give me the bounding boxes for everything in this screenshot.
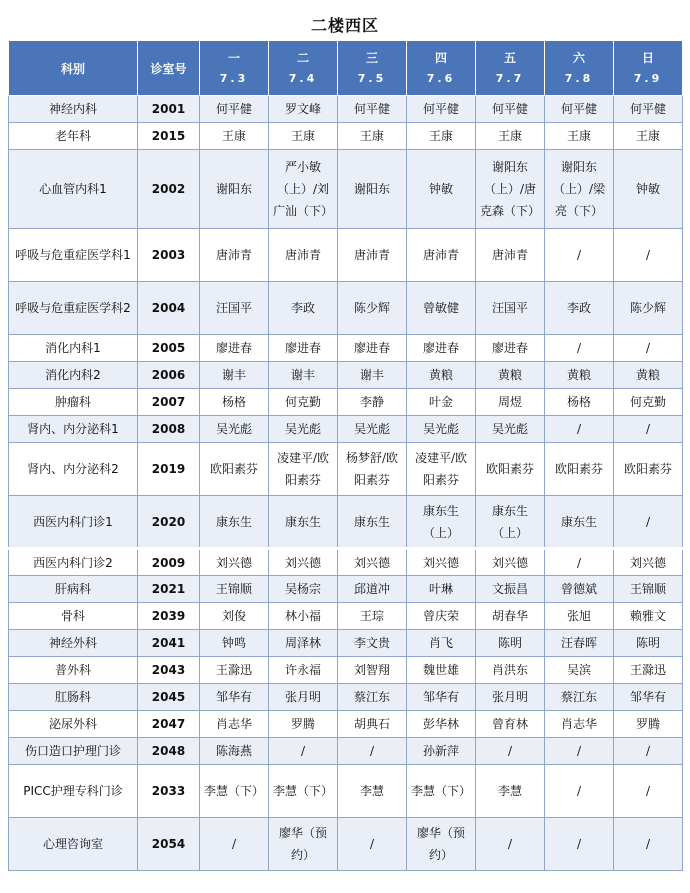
doctor-cell: 周煜 xyxy=(476,389,545,416)
doctor-cell: / xyxy=(614,416,683,443)
day-label: 二 xyxy=(296,51,309,65)
doctor-cell: 张旭 xyxy=(545,603,614,630)
dept-cell: 普外科 xyxy=(9,657,138,684)
doctor-cell: 王锦顺 xyxy=(614,576,683,603)
doctor-cell: 魏世雄 xyxy=(407,657,476,684)
day-label: 六 xyxy=(572,51,585,65)
dept-cell: 肛肠科 xyxy=(9,684,138,711)
table-row xyxy=(9,96,683,123)
header-day xyxy=(338,41,407,96)
doctor-cell: 曾敏健 xyxy=(407,282,476,335)
doctor-cell: 廖进春 xyxy=(200,335,269,362)
doctor-cell: 杨格 xyxy=(200,389,269,416)
doctor-cell: 黄粮 xyxy=(476,362,545,389)
doctor-cell: 张月明 xyxy=(269,684,338,711)
doctor-cell: 陈海燕 xyxy=(200,738,269,765)
doctor-cell: 刘兴德 xyxy=(476,549,545,576)
doctor-cell: 凌建平/欧阳素芬 xyxy=(407,443,476,496)
doctor-cell: 廖进春 xyxy=(269,335,338,362)
day-label: 日 xyxy=(641,51,654,65)
date-label: 7.7 xyxy=(495,72,525,85)
header-room: 诊室号 xyxy=(138,41,200,96)
room-cell: 2019 xyxy=(138,443,200,496)
table-row xyxy=(9,630,683,657)
room-cell: 2004 xyxy=(138,282,200,335)
room-cell: 2021 xyxy=(138,576,200,603)
table-row xyxy=(9,150,683,229)
doctor-cell: / xyxy=(476,738,545,765)
dept-cell: 西医内科门诊1 xyxy=(9,496,138,549)
doctor-cell: 王琮 xyxy=(338,603,407,630)
doctor-cell: 吴光彪 xyxy=(407,416,476,443)
dept-cell: 骨科 xyxy=(9,603,138,630)
date-label: 7.8 xyxy=(564,72,594,85)
day-label: 一 xyxy=(227,51,240,65)
dept-cell: 心血管内科1 xyxy=(9,150,138,229)
doctor-cell: 唐沛青 xyxy=(338,229,407,282)
doctor-cell: 廖进春 xyxy=(476,335,545,362)
date-label: 7.3 xyxy=(219,72,249,85)
doctor-cell: 李慧（下） xyxy=(407,765,476,818)
doctor-cell: 彭华林 xyxy=(407,711,476,738)
dept-cell: 呼吸与危重症医学科1 xyxy=(9,229,138,282)
doctor-cell: 王滁迅 xyxy=(200,657,269,684)
header-day xyxy=(614,41,683,96)
table-row xyxy=(9,496,683,549)
room-cell: 2005 xyxy=(138,335,200,362)
doctor-cell: 唐沛青 xyxy=(269,229,338,282)
table-row xyxy=(9,229,683,282)
doctor-cell: / xyxy=(269,738,338,765)
dept-cell: 神经内科 xyxy=(9,96,138,123)
doctor-cell: 谢阳东 xyxy=(338,150,407,229)
doctor-cell: 黄粮 xyxy=(407,362,476,389)
doctor-cell: 罗腾 xyxy=(614,711,683,738)
doctor-cell: / xyxy=(545,549,614,576)
doctor-cell: 谢阳东（上）/梁亮（下） xyxy=(545,150,614,229)
doctor-cell: 何平健 xyxy=(200,96,269,123)
room-cell: 2015 xyxy=(138,123,200,150)
doctor-cell: 肖志华 xyxy=(200,711,269,738)
day-label: 五 xyxy=(503,51,516,65)
table-row xyxy=(9,765,683,818)
schedule-body xyxy=(9,96,683,871)
room-cell: 2007 xyxy=(138,389,200,416)
header-day xyxy=(269,41,338,96)
doctor-cell: 何克勤 xyxy=(269,389,338,416)
doctor-cell: 欧阳素芬 xyxy=(476,443,545,496)
day-label: 四 xyxy=(434,51,447,65)
doctor-cell: 刘兴德 xyxy=(269,549,338,576)
doctor-cell: 陈少辉 xyxy=(614,282,683,335)
doctor-cell: 王康 xyxy=(407,123,476,150)
room-cell: 2047 xyxy=(138,711,200,738)
dept-cell: 肾内、内分泌科2 xyxy=(9,443,138,496)
doctor-cell: 蔡江东 xyxy=(338,684,407,711)
doctor-cell: 康东生（上） xyxy=(407,496,476,549)
doctor-cell: 黄粮 xyxy=(545,362,614,389)
doctor-cell: 邱道冲 xyxy=(338,576,407,603)
doctor-cell: 吴光彪 xyxy=(338,416,407,443)
date-label: 7.5 xyxy=(357,72,387,85)
doctor-cell: 吴光彪 xyxy=(269,416,338,443)
table-row xyxy=(9,282,683,335)
doctor-cell: 廖华（预约） xyxy=(269,818,338,871)
doctor-cell: / xyxy=(545,335,614,362)
doctor-cell: 何平健 xyxy=(614,96,683,123)
doctor-cell: 曾庆荣 xyxy=(407,603,476,630)
doctor-cell: 刘兴德 xyxy=(614,549,683,576)
room-cell: 2009 xyxy=(138,549,200,576)
dept-cell: 肝病科 xyxy=(9,576,138,603)
table-row xyxy=(9,818,683,871)
room-cell: 2006 xyxy=(138,362,200,389)
doctor-cell: / xyxy=(338,738,407,765)
doctor-cell: 凌建平/欧阳素芬 xyxy=(269,443,338,496)
doctor-cell: 曾德斌 xyxy=(545,576,614,603)
doctor-cell: 黄粮 xyxy=(614,362,683,389)
header-day xyxy=(407,41,476,96)
room-cell: 2001 xyxy=(138,96,200,123)
doctor-cell: 严小敏（上）/刘广汕（下） xyxy=(269,150,338,229)
doctor-cell: 林小福 xyxy=(269,603,338,630)
date-label: 7.4 xyxy=(288,72,318,85)
doctor-cell: / xyxy=(545,818,614,871)
doctor-cell: / xyxy=(614,335,683,362)
doctor-cell: 孙新萍 xyxy=(407,738,476,765)
table-row xyxy=(9,657,683,684)
doctor-cell: 康东生 xyxy=(545,496,614,549)
room-cell: 2041 xyxy=(138,630,200,657)
doctor-cell: 李政 xyxy=(545,282,614,335)
doctor-cell: 王滁迅 xyxy=(614,657,683,684)
doctor-cell: 王康 xyxy=(476,123,545,150)
doctor-cell: 廖华（预约） xyxy=(407,818,476,871)
doctor-cell: 康东生 xyxy=(269,496,338,549)
doctor-cell: 王锦顺 xyxy=(200,576,269,603)
doctor-cell: / xyxy=(614,765,683,818)
doctor-cell: 周泽林 xyxy=(269,630,338,657)
doctor-cell: 刘兴德 xyxy=(200,549,269,576)
doctor-cell: 廖进春 xyxy=(407,335,476,362)
table-row xyxy=(9,443,683,496)
dept-cell: 消化内科1 xyxy=(9,335,138,362)
doctor-cell: 欧阳素芬 xyxy=(614,443,683,496)
doctor-cell: / xyxy=(545,229,614,282)
date-label: 7.6 xyxy=(426,72,456,85)
doctor-cell: 谢丰 xyxy=(338,362,407,389)
doctor-cell: / xyxy=(545,738,614,765)
doctor-cell: 许永福 xyxy=(269,657,338,684)
doctor-cell: 康东生 xyxy=(338,496,407,549)
doctor-cell: 何克勤 xyxy=(614,389,683,416)
day-label: 三 xyxy=(365,51,378,65)
doctor-cell: 汪春晖 xyxy=(545,630,614,657)
room-cell: 2045 xyxy=(138,684,200,711)
doctor-cell: 李慧 xyxy=(476,765,545,818)
table-row xyxy=(9,416,683,443)
doctor-cell: 欧阳素芬 xyxy=(200,443,269,496)
date-label: 7.9 xyxy=(633,72,663,85)
doctor-cell: 谢丰 xyxy=(200,362,269,389)
doctor-cell: 李慧（下） xyxy=(200,765,269,818)
table-row xyxy=(9,389,683,416)
room-cell: 2043 xyxy=(138,657,200,684)
doctor-cell: 陈少辉 xyxy=(338,282,407,335)
schedule-table xyxy=(8,40,683,871)
doctor-cell: 叶琳 xyxy=(407,576,476,603)
doctor-cell: 钟鸣 xyxy=(200,630,269,657)
header-dept: 科别 xyxy=(9,41,138,96)
header-day xyxy=(545,41,614,96)
header-row xyxy=(9,41,683,96)
table-row xyxy=(9,603,683,630)
table-row xyxy=(9,576,683,603)
table-row xyxy=(9,738,683,765)
room-cell: 2039 xyxy=(138,603,200,630)
doctor-cell: / xyxy=(614,818,683,871)
doctor-cell: 谢阳东（上）/唐克森（下） xyxy=(476,150,545,229)
doctor-cell: 肖洪东 xyxy=(476,657,545,684)
table-row xyxy=(9,549,683,576)
doctor-cell: 康东生（上） xyxy=(476,496,545,549)
doctor-cell: 欧阳素芬 xyxy=(545,443,614,496)
dept-cell: 老年科 xyxy=(9,123,138,150)
doctor-cell: / xyxy=(614,496,683,549)
dept-cell: 西医内科门诊2 xyxy=(9,549,138,576)
doctor-cell: 胡春华 xyxy=(476,603,545,630)
room-cell: 2002 xyxy=(138,150,200,229)
doctor-cell: 吴光彪 xyxy=(200,416,269,443)
page-title: 二楼西区 xyxy=(310,16,379,35)
doctor-cell: 刘智翔 xyxy=(338,657,407,684)
table-row xyxy=(9,335,683,362)
table-row xyxy=(9,684,683,711)
dept-cell: 泌尿外科 xyxy=(9,711,138,738)
doctor-cell: 陈明 xyxy=(614,630,683,657)
doctor-cell: 廖进春 xyxy=(338,335,407,362)
doctor-cell: 康东生 xyxy=(200,496,269,549)
doctor-cell: 陈明 xyxy=(476,630,545,657)
doctor-cell: 谢丰 xyxy=(269,362,338,389)
header-day xyxy=(476,41,545,96)
dept-cell: 消化内科2 xyxy=(9,362,138,389)
doctor-cell: 罗腾 xyxy=(269,711,338,738)
table-row xyxy=(9,711,683,738)
doctor-cell: 李文贵 xyxy=(338,630,407,657)
room-cell: 2048 xyxy=(138,738,200,765)
doctor-cell: 胡典石 xyxy=(338,711,407,738)
doctor-cell: 邹华有 xyxy=(614,684,683,711)
dept-cell: 呼吸与危重症医学科2 xyxy=(9,282,138,335)
doctor-cell: 罗文峰 xyxy=(269,96,338,123)
doctor-cell: / xyxy=(200,818,269,871)
doctor-cell: 汪国平 xyxy=(200,282,269,335)
doctor-cell: 杨格 xyxy=(545,389,614,416)
doctor-cell: 曾育林 xyxy=(476,711,545,738)
doctor-cell: 叶金 xyxy=(407,389,476,416)
dept-cell: 伤口造口护理门诊 xyxy=(9,738,138,765)
dept-cell: 神经外科 xyxy=(9,630,138,657)
doctor-cell: 钟敏 xyxy=(614,150,683,229)
doctor-cell: 王康 xyxy=(545,123,614,150)
doctor-cell: 文振昌 xyxy=(476,576,545,603)
doctor-cell: 唐沛青 xyxy=(200,229,269,282)
doctor-cell: 李慧 xyxy=(338,765,407,818)
doctor-cell: / xyxy=(545,765,614,818)
doctor-cell: 王康 xyxy=(338,123,407,150)
doctor-cell: / xyxy=(614,738,683,765)
room-cell: 2054 xyxy=(138,818,200,871)
header-day xyxy=(200,41,269,96)
doctor-cell: 吴杨宗 xyxy=(269,576,338,603)
room-cell: 2008 xyxy=(138,416,200,443)
doctor-cell: 刘俊 xyxy=(200,603,269,630)
doctor-cell: / xyxy=(338,818,407,871)
doctor-cell: 王康 xyxy=(269,123,338,150)
table-row xyxy=(9,362,683,389)
doctor-cell: 唐沛青 xyxy=(407,229,476,282)
dept-cell: 肿瘤科 xyxy=(9,389,138,416)
doctor-cell: 赖雅文 xyxy=(614,603,683,630)
doctor-cell: 肖飞 xyxy=(407,630,476,657)
doctor-cell: 何平健 xyxy=(338,96,407,123)
doctor-cell: / xyxy=(614,229,683,282)
doctor-cell: 邹华有 xyxy=(200,684,269,711)
doctor-cell: 何平健 xyxy=(545,96,614,123)
doctor-cell: 李政 xyxy=(269,282,338,335)
doctor-cell: 邹华有 xyxy=(407,684,476,711)
doctor-cell: 谢阳东 xyxy=(200,150,269,229)
dept-cell: 肾内、内分泌科1 xyxy=(9,416,138,443)
doctor-cell: 张月明 xyxy=(476,684,545,711)
doctor-cell: 刘兴德 xyxy=(338,549,407,576)
room-cell: 2033 xyxy=(138,765,200,818)
dept-cell: PICC护理专科门诊 xyxy=(9,765,138,818)
doctor-cell: 肖志华 xyxy=(545,711,614,738)
doctor-cell: 何平健 xyxy=(407,96,476,123)
doctor-cell: 何平健 xyxy=(476,96,545,123)
doctor-cell: 汪国平 xyxy=(476,282,545,335)
room-cell: 2020 xyxy=(138,496,200,549)
doctor-cell: 钟敏 xyxy=(407,150,476,229)
doctor-cell: 吴光彪 xyxy=(476,416,545,443)
doctor-cell: / xyxy=(545,416,614,443)
doctor-cell: 王康 xyxy=(614,123,683,150)
room-cell: 2003 xyxy=(138,229,200,282)
doctor-cell: / xyxy=(476,818,545,871)
doctor-cell: 王康 xyxy=(200,123,269,150)
table-row xyxy=(9,123,683,150)
doctor-cell: 杨梦舒/欧阳素芬 xyxy=(338,443,407,496)
dept-cell: 心理咨询室 xyxy=(9,818,138,871)
doctor-cell: 唐沛青 xyxy=(476,229,545,282)
doctor-cell: 吴滨 xyxy=(545,657,614,684)
doctor-cell: 刘兴德 xyxy=(407,549,476,576)
doctor-cell: 李静 xyxy=(338,389,407,416)
doctor-cell: 李慧（下） xyxy=(269,765,338,818)
doctor-cell: 蔡江东 xyxy=(545,684,614,711)
